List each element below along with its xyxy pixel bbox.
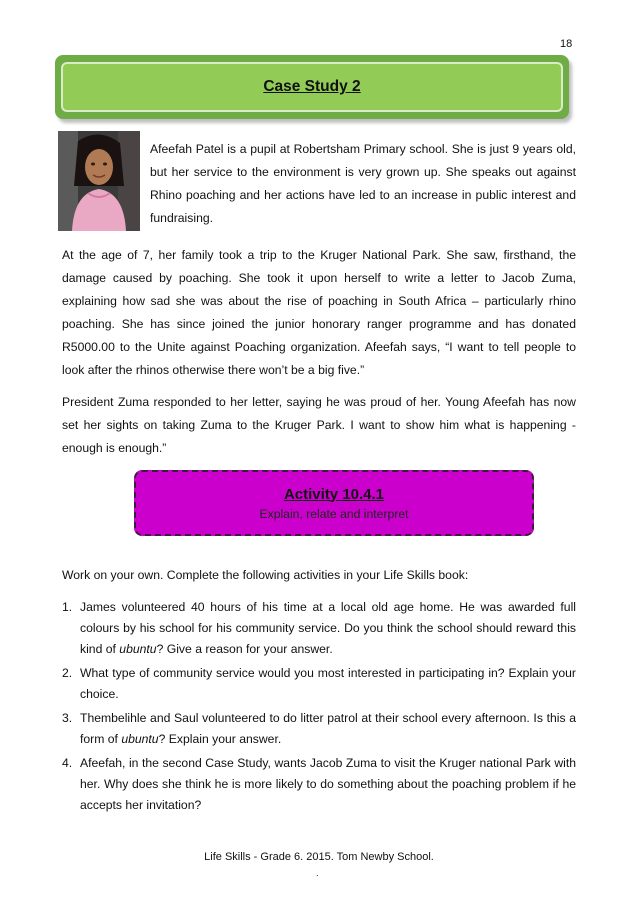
case-study-intro: Afeefah Patel is a pupil at Robertsham Primary school. She is just 9 years old, but her service to the environment is very grown up. She speaks out against Rhino poaching and her actions have led to an increase in public interest and fundraising.: [150, 142, 576, 225]
question-number: 2.: [62, 666, 73, 680]
case-study-paragraph-2: President Zuma responded to her letter, saying he was proud of her. Young Afeefah has now set her sights on taking Zuma to the Kruger Park. I want to show him what is happening - enough is enough.”: [62, 395, 576, 455]
activity-banner: [134, 470, 534, 536]
question-item: [62, 663, 576, 705]
question-item: [62, 708, 576, 750]
footer-mark: .: [316, 868, 319, 878]
question-text: Thembelihle and Saul volunteered to do litter patrol at their school every afternoon. Is this a form of: [80, 711, 576, 746]
student-photo: [58, 131, 140, 231]
question-italic-term: ubuntu: [121, 732, 159, 746]
question-list: [62, 597, 576, 819]
case-study-title: Case Study 2: [263, 78, 361, 95]
question-item: [62, 597, 576, 660]
question-italic-term: ubuntu: [119, 642, 157, 656]
question-number: 4.: [62, 756, 73, 770]
page-footer: Life Skills - Grade 6. 2015. Tom Newby School.: [204, 851, 434, 863]
question-text-end: ? Give a reason for your answer.: [156, 642, 333, 656]
page-number: 18: [560, 38, 573, 50]
question-text: James volunteered 40 hours of his time at a local old age home. He was awarded full colours by his school for his community service. Do you think the school should reward this kind of: [80, 600, 576, 656]
question-number: 1.: [62, 600, 73, 614]
case-study-banner: [55, 55, 569, 119]
question-text: What type of community service would you most interested in participating in? Explain your choice.: [80, 666, 576, 701]
question-number: 3.: [62, 711, 73, 725]
activity-subtitle: Explain, relate and interpret: [259, 506, 409, 521]
case-study-paragraph-1: At the age of 7, her family took a trip to the Kruger National Park. She saw, firsthand, the damage caused by poaching. She took it upon herself to write a letter to Jacob Zuma, explaining how sad she was about the rise of poaching in South Africa – particularly rhino poaching. She has since joined the junior honorary ranger programme and has donated R5000.00 to the Unite against Poaching organization. Afeefah says, “I want to tell people to look after the rhinos otherwise there won’t be a big five.”: [62, 248, 576, 377]
case-study-banner-inner: [61, 62, 563, 112]
question-text: Afeefah, in the second Case Study, wants Jacob Zuma to visit the Kruger national Park with her. Why does she think he is more likely to do something about the poaching problem if he accepts her invitation?: [80, 756, 576, 812]
activity-instruction: Work on your own. Complete the following activities in your Life Skills book:: [62, 568, 469, 582]
question-item: [62, 753, 576, 816]
question-text-end: ? Explain your answer.: [158, 732, 282, 746]
activity-title: Activity 10.4.1: [283, 485, 385, 503]
